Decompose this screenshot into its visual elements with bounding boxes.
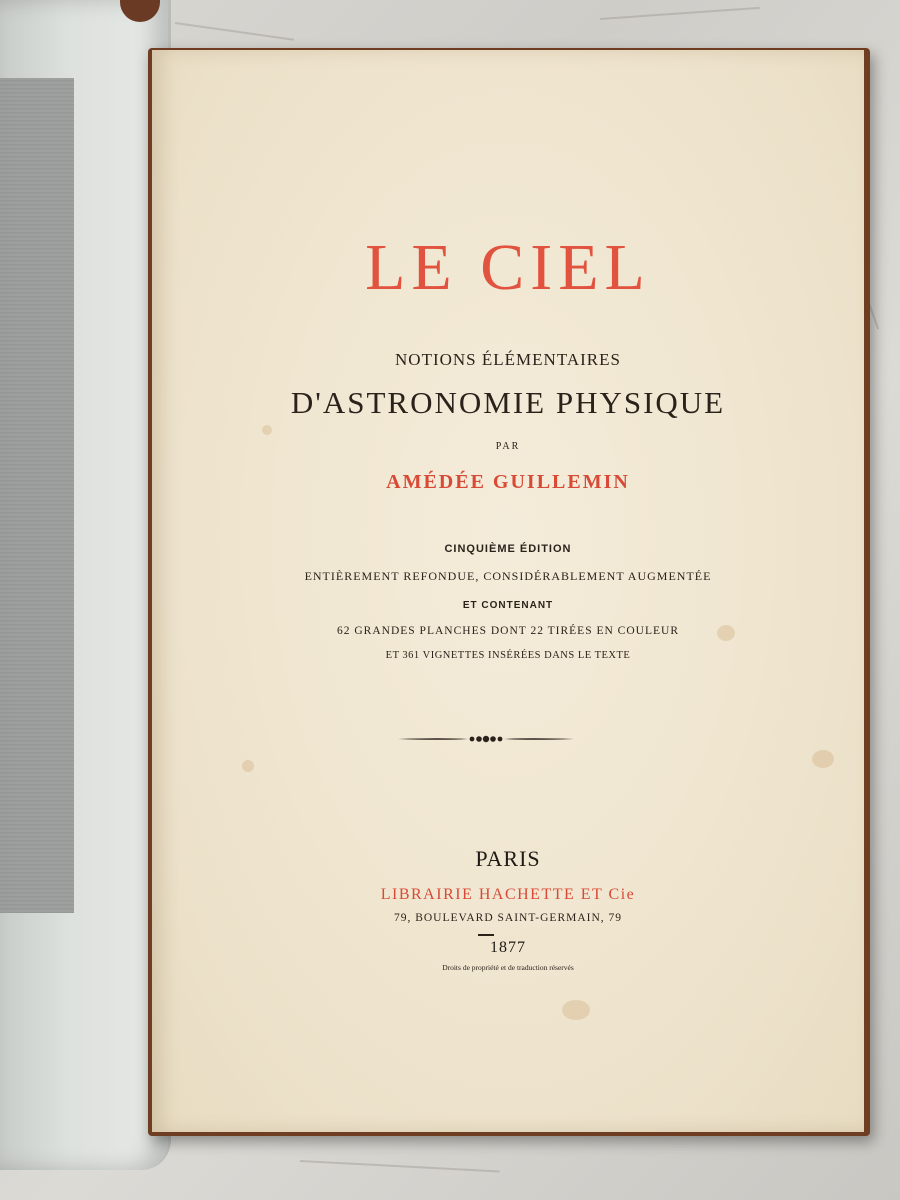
facing-plate-image	[0, 78, 74, 913]
marble-vein	[600, 7, 760, 20]
rights-notice: Droits de propriété et de traduction réservés	[442, 963, 574, 972]
by-label: PAR	[495, 441, 521, 452]
containing-label: ET CONTENANT	[462, 600, 554, 611]
publisher-name: LIBRAIRIE HACHETTE ET Cie	[380, 886, 636, 903]
foxing-spot	[242, 760, 254, 772]
book-title: LE CIEL	[365, 231, 651, 304]
title-page	[152, 50, 864, 1132]
edition-note: ENTIÈREMENT REFONDUE, CONSIDÉRABLEMENT AUGMENTÉE	[304, 569, 712, 583]
subtitle-line-1: NOTIONS ÉLÉMENTAIRES	[395, 350, 621, 369]
marble-vein	[175, 22, 294, 41]
year-rule	[478, 934, 494, 936]
publication-year: 1877	[490, 939, 526, 956]
edition-label: CINQUIÈME ÉDITION	[444, 543, 572, 555]
vignettes-count: ET 361 VIGNETTES INSÉRÉES DANS LE TEXTE	[385, 650, 631, 661]
publisher-address: 79, BOULEVARD SAINT-GERMAIN, 79	[393, 912, 623, 924]
imprint-city: PARIS	[475, 846, 541, 871]
foxing-spot	[262, 425, 272, 435]
facing-page	[0, 0, 171, 1170]
author-name: AMÉDÉE GUILLEMIN	[386, 471, 630, 493]
marble-vein	[300, 1160, 500, 1172]
subtitle-line-2: D'ASTRONOMIE PHYSIQUE	[290, 385, 726, 420]
binding-ribbon	[120, 0, 160, 22]
foxing-spot	[812, 750, 834, 768]
ornament-divider-icon	[398, 732, 574, 746]
plates-count: 62 GRANDES PLANCHES DONT 22 TIRÉES EN COULEUR	[337, 625, 679, 637]
foxing-spot	[562, 1000, 590, 1020]
